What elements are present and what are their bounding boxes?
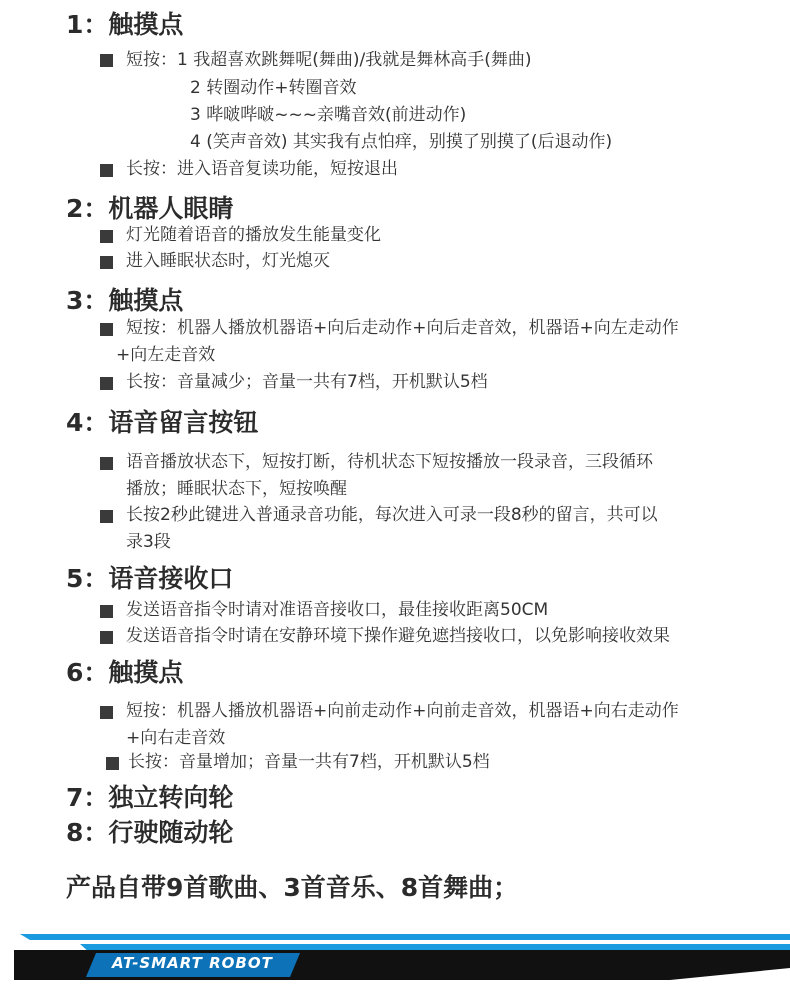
section-3-line-3: 长按：音量减少；音量一共有7档，开机默认5档 — [126, 372, 488, 392]
bullet-icon — [100, 706, 113, 719]
banner-top-stripe — [20, 934, 790, 940]
section-6-line-2: +向右走音效 — [126, 728, 226, 748]
section-1-line-1: 短按：1 我超喜欢跳舞呢(舞曲)/我就是舞林高手(舞曲) — [126, 50, 532, 70]
bullet-icon — [100, 54, 113, 67]
section-1-line-5: 长按：进入语音复读功能，短按退出 — [126, 159, 398, 179]
section-3-heading: 3：触摸点 — [66, 286, 184, 315]
product-summary: 产品自带9首歌曲、3首音乐、8首舞曲； — [66, 873, 519, 902]
section-3-line-1: 短按：机器人播放机器语+向后走动作+向后走音效，机器语+向左走动作 — [126, 318, 679, 338]
section-4-line-2: 播放；睡眠状态下，短按唤醒 — [126, 479, 347, 499]
bullet-icon — [100, 457, 113, 470]
section-1-heading: 1：触摸点 — [66, 10, 184, 39]
section-2-heading: 2：机器人眼睛 — [66, 194, 234, 223]
section-6-line-1: 短按：机器人播放机器语+向前走动作+向前走音效，机器语+向右走动作 — [126, 701, 679, 721]
section-4-line-3: 长按2秒此键进入普通录音功能，每次进入可录一段8秒的留言，共可以 — [126, 505, 658, 525]
section-3-line-2: +向左走音效 — [116, 345, 216, 365]
bullet-icon — [100, 377, 113, 390]
bullet-icon — [100, 164, 113, 177]
bullet-icon — [100, 323, 113, 336]
bullet-icon — [100, 605, 113, 618]
section-8-heading: 8：行驶随动轮 — [66, 818, 234, 847]
section-2-line-1: 灯光随着语音的播放发生能量变化 — [126, 225, 381, 245]
bullet-icon — [100, 631, 113, 644]
section-4-heading: 4：语音留言按钮 — [66, 408, 259, 437]
section-1-line-4: 4 (笑声音效) 其实我有点怕痒，别摸了别摸了(后退动作) — [190, 132, 613, 152]
bullet-icon — [100, 510, 113, 523]
section-2-line-2: 进入睡眠状态时，灯光熄灭 — [126, 251, 330, 271]
section-5-heading: 5：语音接收口 — [66, 564, 234, 593]
section-1-line-3: 3 哔啵哔啵~~~亲嘴音效(前进动作) — [190, 105, 467, 125]
bullet-icon — [100, 256, 113, 269]
banner-label: AT-SMART ROBOT — [112, 954, 273, 972]
section-4-line-1: 语音播放状态下，短按打断，待机状态下短按播放一段录音，三段循环 — [126, 452, 653, 472]
section-7-heading: 7：独立转向轮 — [66, 783, 234, 812]
section-5-line-2: 发送语音指令时请在安静环境下操作避免遮挡接收口，以免影响接收效果 — [126, 626, 670, 646]
section-4-line-4: 录3段 — [126, 532, 171, 552]
section-6-line-3: 长按：音量增加；音量一共有7档，开机默认5档 — [128, 752, 490, 772]
bullet-icon — [100, 230, 113, 243]
section-5-line-1: 发送语音指令时请对准语音接收口，最佳接收距离50CM — [126, 600, 549, 620]
section-1-line-2: 2 转圈动作+转圈音效 — [190, 78, 357, 98]
bullet-icon — [106, 757, 119, 770]
section-6-heading: 6：触摸点 — [66, 658, 184, 687]
